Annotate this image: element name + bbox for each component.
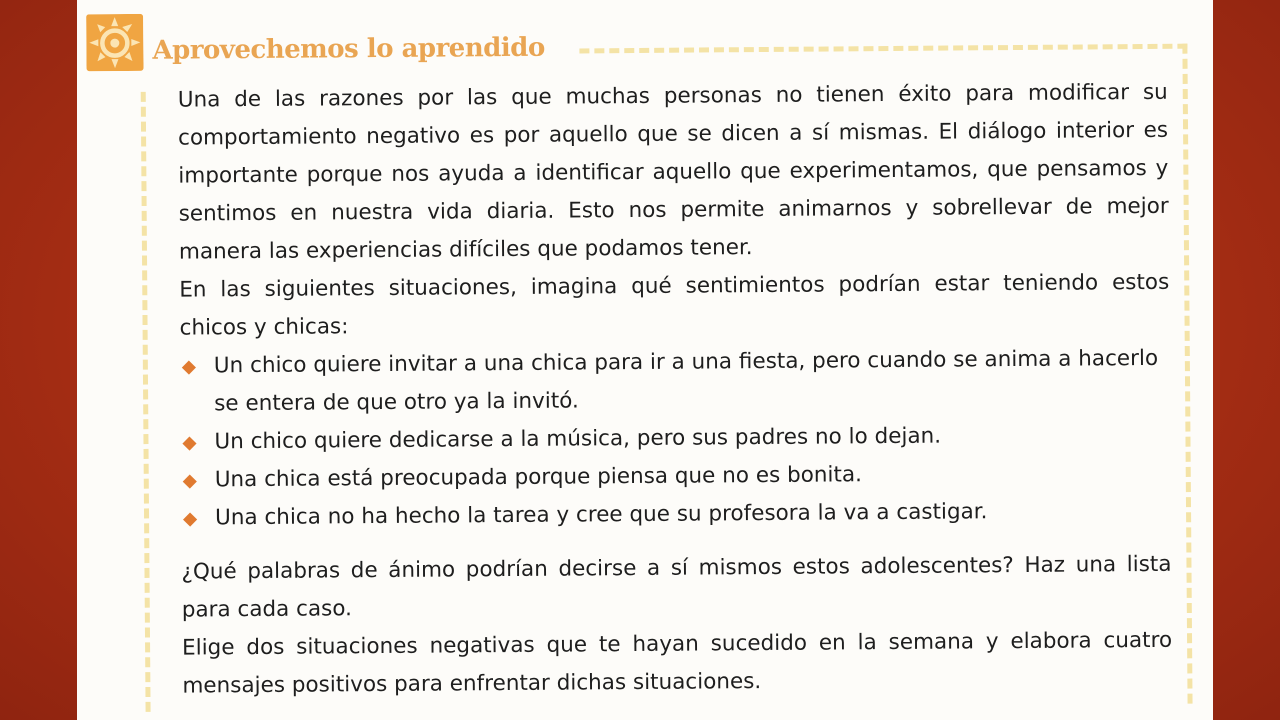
task-paragraph: Elige dos situaciones negativas que te hayan sucedido en la semana y elabora cuatro mensajes positivos para enfrentar dichas situaciones. [181, 627, 1173, 699]
question-paragraph: ¿Qué palabras de ánimo podrían decirse a sí mismos estos adolescentes? Haz una lista para cada caso. [181, 551, 1172, 623]
frame-left-border [141, 92, 151, 712]
diamond-bullet-icon [183, 474, 197, 488]
situation-text: Una chica está preocupada porque piensa que no es bonita. [214, 462, 863, 493]
situation-text: Un chico quiere dedicarse a la música, pero sus padres no lo dejan. [214, 423, 942, 455]
situations-list [180, 340, 1171, 538]
textbook-page [77, 0, 1213, 720]
frame-top-border [579, 44, 1187, 54]
situation-text: Un chico quiere invitar a una chica para ir a una fiesta, pero cuando se anima a hacerlo se entera de que otro ya la invitó. [213, 345, 1159, 417]
body-text [178, 74, 1173, 706]
sun-icon [86, 14, 143, 71]
frame-right-border [1182, 44, 1192, 704]
section-heading: Aprovechemos lo aprendido [152, 32, 545, 66]
situation-text: Una chica no ha hecho la tarea y cree que su profesora la va a castigar. [214, 499, 988, 531]
situations-prompt: En las siguientes situaciones, imagina qué sentimientos podrían estar teniendo estos chicos y chicas: [179, 269, 1170, 341]
diamond-bullet-icon [182, 360, 196, 374]
list-item [180, 340, 1171, 424]
page-content [77, 0, 1213, 720]
list-item [181, 492, 1171, 538]
intro-paragraph: Una de las razones por las que muchas personas no tienen éxito para modificar su comportamiento negativo es por aquello que se dicen a sí mismas. El diálogo interior es importante porque nos ayuda a identificar aquello que experimentamos, que pensamos y sentimos en nuestra vida diaria. Esto nos permite animarnos y sobrellevar de mejor manera las experiencias difíciles que podamos tener. [177, 79, 1169, 265]
diamond-bullet-icon [182, 436, 196, 450]
diamond-bullet-icon [183, 512, 197, 526]
